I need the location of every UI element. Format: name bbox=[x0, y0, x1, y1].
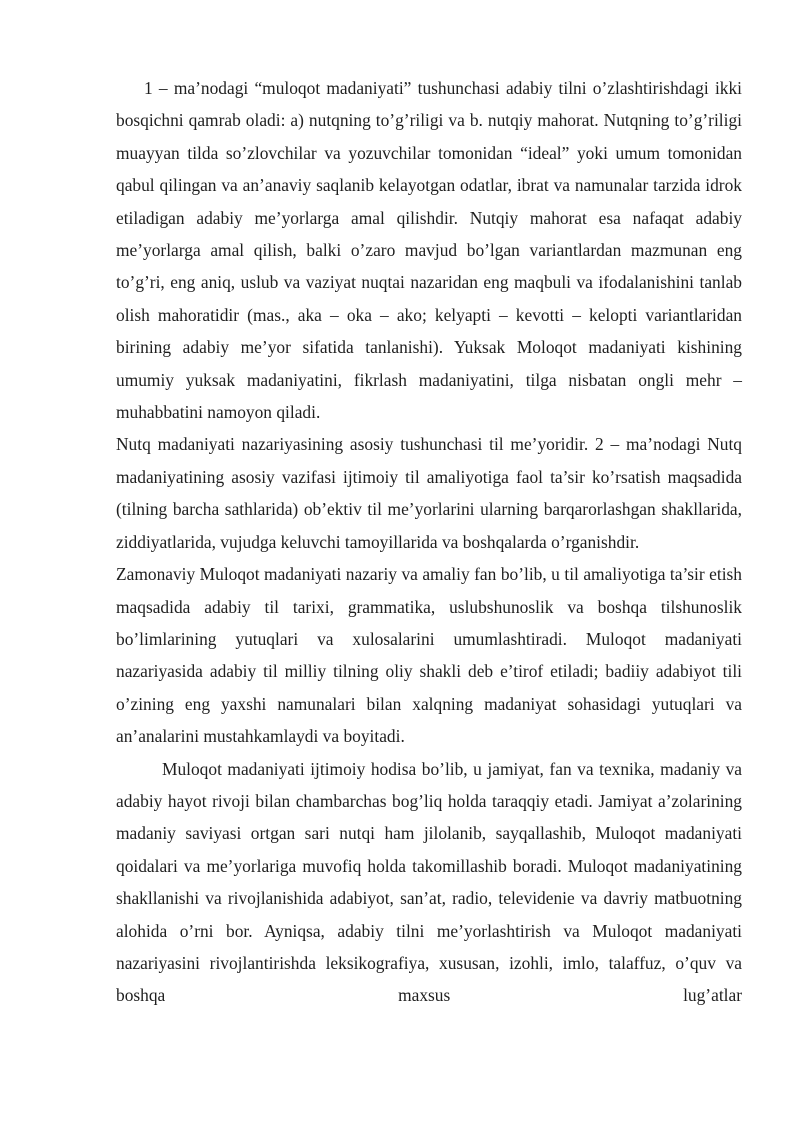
paragraph-modern-communication-culture: Zamonaviy Muloqot madaniyati nazariy va amaliy fan bo’lib, u til amaliyotiga ta’sir etish maqsadida adabiy til tarixi, grammatika, uslubshunoslik va boshqa tilshunoslik bo’limlarining yutuqlari va xulosalarini umumlashtiradi. Muloqot madaniyati nazariyasida adabiy til milliy tilning oliy shakli deb e’tirof etiladi; badiiy adabiyot tili o’zining eng yaxshi namunalari bilan xalqning madaniyat sohasidagi yutuqlari va an’analarini mustahkamlaydi va boyitadi. bbox=[116, 564, 742, 747]
paragraph-speech-culture-theory: Nutq madaniyati nazariyasining asosiy tushunchasi til me’yoridir. 2 – ma’nodagi Nutq madaniyatining asosiy vazifasi ijtimoiy til amaliyotiga faol ta’sir ko’rsatish maqsadida (tilning barcha sathlarida) ob’ektiv til me’yorlarini ularning barqarorlashgan shakllarida, ziddiyatlarida, vujudga keluvchi tamoyillarida va boshqalarda o’rganishdir. bbox=[116, 434, 742, 552]
document-page bbox=[116, 72, 742, 1012]
paragraph-social-phenomenon: Muloqot madaniyati ijtimoiy hodisa bo’lib, u jamiyat, fan va texnika, madaniy va adabiy hayot rivoji bilan chambarchas bog’liq holda taraqqiy etadi. Jamiyat a’zolarining madaniy saviyasi ortgan sari nutqi ham jilolanib, sayqallashib, Muloqot madaniyati qoidalari va me’yorlariga muvofiq holda takomillashib boradi. Muloqot madaniyatining shakllanishi va rivojlanishida adabiyot, san’at, radio, televidenie va davriy matbuotning alohida o’rni bor. Ayniqsa, adabiy tilni me’yorlashtirish va Muloqot madaniyati nazariyasini rivojlantirishda leksikografiya, xususan, izohli, imlo, talaffuz, o’quv va boshqa maxsus lug’atlar bbox=[116, 758, 742, 1006]
paragraph-speech-culture-meaning-1: 1 – ma’nodagi “muloqot madaniyati” tushunchasi adabiy tilni o’zlashtirishdagi ikki bosqichni qamrab oladi: a) nutqning to’g’riligi va b. nutqiy mahorat. Nutqning to’g’riligi muayyan tilda so’zlovchilar va yozuvchilar tomonidan “ideal” yoki umum tomonidan qabul qilingan va an’anaviy saqlanib kelayotgan odatlar, ibrat va namunalar tarzida idrok etiladigan adabiy me’yorlarga amal qilishdir. Nutqiy mahorat esa nafaqat adabiy me’yorlarga amal qilish, balki o’zaro mavjud bo’lgan variantlardan mazmunan eng to’g’ri, eng aniq, uslub va vaziyat nuqtai nazaridan eng maqbuli va ifodalanishini tanlab olish mahoratidir (mas., aka – oka – ako; kelyapti – kevotti – kelopti variantlaridan birining adabiy me’yor sifatida tanlanishi). Yuksak Moloqot madaniyati kishining umumiy yuksak madaniyatini, fikrlash madaniyatini, tilga nisbatan ongli mehr – muhabbatini namoyon qiladi. bbox=[116, 78, 742, 423]
